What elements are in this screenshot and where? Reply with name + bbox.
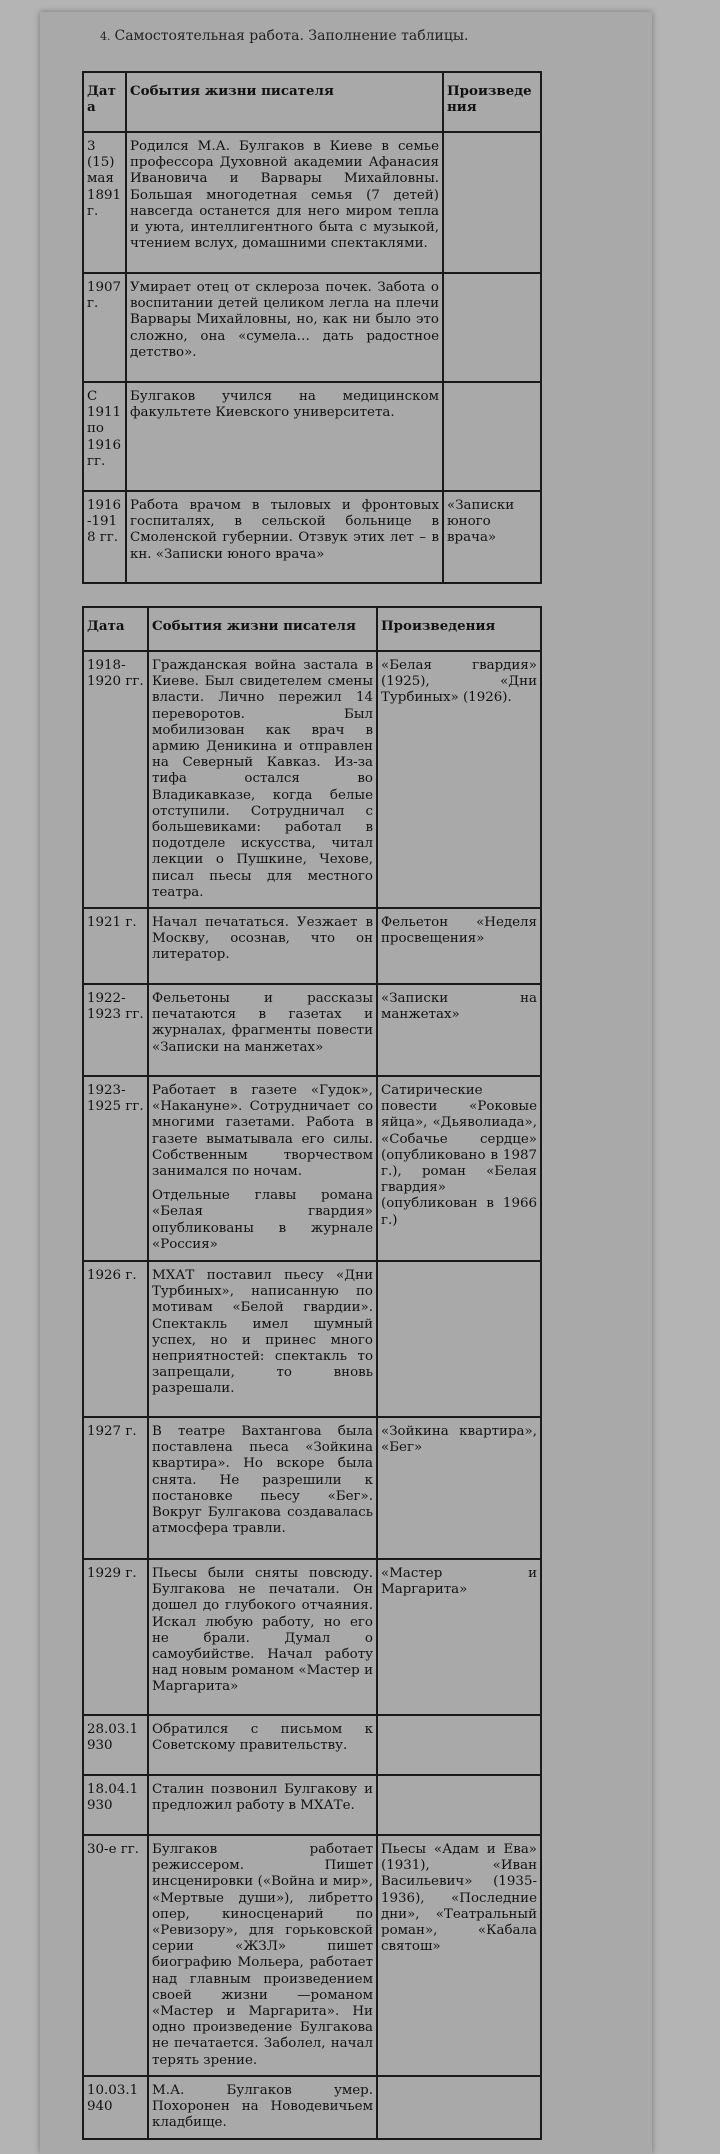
heading-number: 4. bbox=[100, 30, 111, 43]
header-works: Произведения bbox=[443, 72, 541, 132]
cell-event bbox=[148, 1076, 377, 1261]
cell-date: С 1911 по 1916 гг. bbox=[83, 382, 126, 491]
table-row bbox=[83, 2076, 541, 2139]
cell-date: 1916-1918 гг. bbox=[83, 491, 126, 583]
cell-date: 1927 г. bbox=[83, 1417, 148, 1559]
header-date: Дата bbox=[83, 72, 126, 132]
table-row bbox=[83, 132, 541, 273]
cell-date: 1923-1925 гг. bbox=[83, 1076, 148, 1261]
writer-life-table-1 bbox=[82, 71, 542, 584]
scrollbar-track[interactable] bbox=[697, 0, 720, 2154]
event-paragraph: Гражданская война застала в Киеве. Был свидетелем смены власти. Лично пережил 14 переворотов. Был мобилизован как врач в армию Деникина и отправлен на Северный Кавказ. Из-за тифа остался во Владикавказе, когда белые отступили. Сотрудничал с большевиками: работал в подотделе искусства, читал лекции о Пушкине, Чехове, писал пьесы для местного театра. bbox=[152, 658, 373, 900]
cell-date: 30-е гг. bbox=[83, 1835, 148, 2076]
cell-works: «Записки юного врача» bbox=[443, 491, 541, 583]
cell-event bbox=[148, 1775, 377, 1835]
event-paragraph: В театре Вахтангова была поставлена пьеса «Зойкина квартира». Но вскоре была снята. Не разрешили к постановке пьесу «Бег». Вокруг Булгакова создавалась атмосфера травли. bbox=[152, 1424, 373, 1537]
header-events: События жизни писателя bbox=[148, 607, 377, 651]
cell-date: 28.03.1930 bbox=[83, 1715, 148, 1775]
cell-date: 10.03.1940 bbox=[83, 2076, 148, 2139]
cell-works bbox=[443, 382, 541, 491]
event-paragraph: Булгаков работает режиссером. Пишет инсценировки («Война и мир», «Мертвые души»), либретто опер, киносценарий по «Ревизору», для горьковской серии «ЖЗЛ» пишет биографию Мольера, работает над главным произведением своей жизни —романом «Мастер и Маргарита». Ни одно произведение Булгакова не печатается. Заболел, начал терять зрение. bbox=[152, 1842, 373, 2068]
cell-works: «Зойкина квартира», «Бег» bbox=[377, 1417, 541, 1559]
cell-event bbox=[148, 651, 377, 908]
table-row bbox=[83, 1076, 541, 1261]
cell-works bbox=[377, 1261, 541, 1417]
cell-works bbox=[377, 2076, 541, 2139]
cell-event bbox=[148, 1417, 377, 1559]
table-row bbox=[83, 491, 541, 583]
cell-date: 1929 г. bbox=[83, 1559, 148, 1715]
event-paragraph: Родился М.А. Булгаков в Киеве в семье профессора Духовной академии Афанасия Ивановича и Варвары Михайловны. Большая многодетная семья (7 детей) навсегда останется для него миром тепла и уюта, интеллигентного быта с музыкой, чтением вслух, домашними спектаклями. bbox=[130, 139, 439, 252]
event-paragraph: Пьесы были сняты повсюду. Булгакова не печатали. Он дошел до глубокого отчаяния. Искал любую работу, но его не брали. Думал о самоубийстве. Начал работу над новым романом «Мастер и Маргарита» bbox=[152, 1566, 373, 1695]
cell-event bbox=[126, 491, 443, 583]
cell-date: 1922-1923 гг. bbox=[83, 984, 148, 1076]
event-paragraph: Сталин позвонил Булгакову и предложил работу в МХАТе. bbox=[152, 1782, 373, 1814]
event-paragraph: Умирает отец от склероза почек. Забота о воспитании детей целиком легла на плечи Варвары Михайловны, но, как ни было это сложно, она «сумела… дать радостное детство». bbox=[130, 280, 439, 360]
cell-works: «Мастер и Маргарита» bbox=[377, 1559, 541, 1715]
table-row bbox=[83, 273, 541, 382]
table-row bbox=[83, 1835, 541, 2076]
cell-works bbox=[377, 1715, 541, 1775]
table-row bbox=[83, 1775, 541, 1835]
cell-works: «Записки на манжетах» bbox=[377, 984, 541, 1076]
event-paragraph: МХАТ поставил пьесу «Дни Турбиных», написанную по мотивам «Белой гвардии». Спектакль имел шумный успех, но и принес много неприятностей: спектакль то запрещали, то вновь разрешали. bbox=[152, 1268, 373, 1397]
cell-works: Пьесы «Адам и Ева» (1931), «Иван Васильевич» (1935-1936), «Последние дни», «Театральный роман», «Кабала святош» bbox=[377, 1835, 541, 2076]
heading-title: Самостоятельная работа. Заполнение таблицы. bbox=[114, 28, 469, 44]
table-row bbox=[83, 382, 541, 491]
cell-event bbox=[148, 1835, 377, 2076]
cell-works bbox=[443, 132, 541, 273]
table-row bbox=[83, 1417, 541, 1559]
cell-date: 3 (15) мая 1891 г. bbox=[83, 132, 126, 273]
section-heading bbox=[100, 28, 468, 44]
cell-event bbox=[148, 1559, 377, 1715]
cell-date: 1918-1920 гг. bbox=[83, 651, 148, 908]
event-paragraph: Начал печататься. Уезжает в Москву, осознав, что он литератор. bbox=[152, 915, 373, 963]
event-paragraph: Работа врачом в тыловых и фронтовых госпиталях, в сельской больнице в Смоленской губернии. Отзвук этих лет – в кн. «Записки юного врача» bbox=[130, 498, 439, 562]
header-works: Произведения bbox=[377, 607, 541, 651]
cell-event bbox=[126, 132, 443, 273]
cell-works: Сатирические повести «Роковые яйца», «Дьяволиада», «Собачье сердце» (опубликовано в 1987 г.), роман «Белая гвардия» (опубликован в 1966 г.) bbox=[377, 1076, 541, 1261]
cell-date: 1907 г. bbox=[83, 273, 126, 382]
cell-works bbox=[443, 273, 541, 382]
event-paragraph: Фельетоны и рассказы печатаются в газетах и журналах, фрагменты повести «Записки на манжетах» bbox=[152, 991, 373, 1055]
event-paragraph: Обратился с письмом к Советскому правительству. bbox=[152, 1722, 373, 1754]
event-paragraph: М.А. Булгаков умер. Похоронен на Новодевичьем кладбище. bbox=[152, 2082, 373, 2131]
cell-event bbox=[126, 382, 443, 491]
cell-date: 1926 г. bbox=[83, 1261, 148, 1417]
cell-event bbox=[126, 273, 443, 382]
cell-works: «Белая гвардия» (1925), «Дни Турбиных» (1926). bbox=[377, 651, 541, 908]
cell-works: Фельетон «Неделя просвещения» bbox=[377, 908, 541, 984]
table-row bbox=[83, 1261, 541, 1417]
cell-event bbox=[148, 1261, 377, 1417]
cell-event bbox=[148, 984, 377, 1076]
header-date: Дата bbox=[83, 607, 148, 651]
cell-event bbox=[148, 908, 377, 984]
cell-works bbox=[377, 1775, 541, 1835]
cell-date: 1921 г. bbox=[83, 908, 148, 984]
cell-event bbox=[148, 2076, 377, 2139]
cell-event bbox=[148, 1715, 377, 1775]
cell-date: 18.04.1930 bbox=[83, 1775, 148, 1835]
header-events: События жизни писателя bbox=[126, 72, 443, 132]
event-paragraph: Булгаков учился на медицинском факультете Киевского университета. bbox=[130, 389, 439, 421]
table-row bbox=[83, 1559, 541, 1715]
writer-life-table-2 bbox=[82, 606, 542, 2140]
event-paragraph: Отдельные главы романа «Белая гвардия» опубликованы в журнале «Россия» bbox=[152, 1188, 373, 1252]
table-row bbox=[83, 908, 541, 984]
event-paragraph: Работает в газете «Гудок», «Накануне». Сотрудничает со многими газетами. Работа в газете выматывала его силы. Собственным творчеством занимался по ночам. bbox=[152, 1083, 373, 1180]
table-row bbox=[83, 984, 541, 1076]
table-row bbox=[83, 1715, 541, 1775]
table-row bbox=[83, 651, 541, 908]
